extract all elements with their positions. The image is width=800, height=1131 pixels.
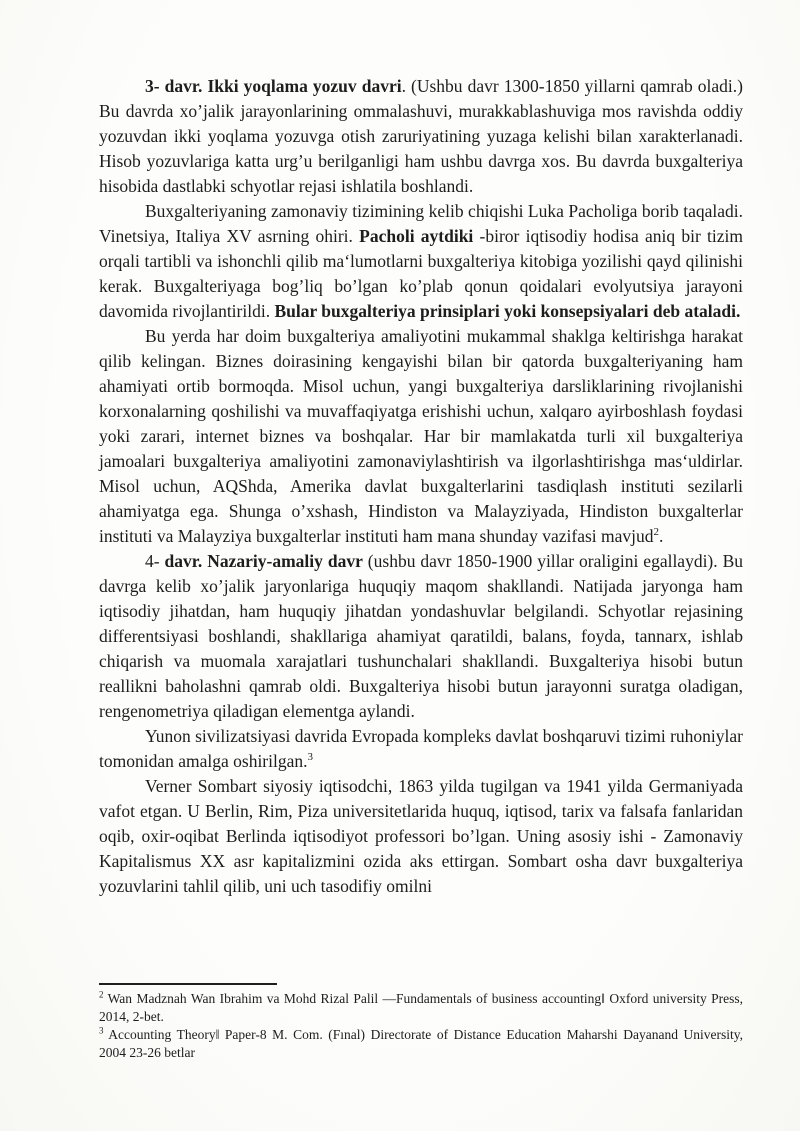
superscript-ref: 2 xyxy=(653,526,660,539)
text-run: Wan Madznah Wan Ibrahim va Mohd Rizal Palil —Fundamentals of business accounting‖ Oxford university Press, 2014, 2-bet. xyxy=(99,991,743,1024)
footnote-separator xyxy=(99,983,277,985)
text-run: Verner Sombart siyosiy iqtisodchi, 1863 yilda tugilgan va 1941 yilda Germaniyada vafot etgan. U Berlin, Rim, Piza universitetlarida huquq, iqtisod, tarix va falsafa fanlaridan oqib, oxir-oqibat Berlinda iqtisodiyot professori bo’lgan. Uning asosiy ishi - Zamonaviy Kapitalismus XX asr kapitalizmini ozida aks ettirgan. Sombart osha davr buxgalteriya yozuvlarini tahlil qilib, uni uch tasodifiy omilni xyxy=(99,776,743,896)
footnotes-section xyxy=(99,983,743,1062)
footnote-3 xyxy=(99,1026,743,1062)
text-run: Yunon sivilizatsiyasi davrida Evropada kompleks davlat boshqaruvi tizimi ruhoniylar tomonidan amalga oshirilgan. xyxy=(99,726,743,771)
text-run: Buxgalteriyaning zamonaviy tizimining kelib chiqishi Luka Pacholiga borib taqaladi. Vinetsiya, Italiya XV asrning ohiri. xyxy=(99,201,743,246)
text-run: Accounting Theory‖ Paper-8 M. Com. (Fınal) Directorate of Distance Education Maharshi Dayanand University, 2004 23-26 betlar xyxy=(99,1027,743,1060)
superscript-ref: 3 xyxy=(99,1025,104,1036)
text-run: (ushbu davr 1850-1900 yillar oraligini egallaydi). Bu davrga kelib xo’jalik jaryonlariga huquqiy maqom shakllandi. Natijada jaryonga ham iqtisodiy jihatdan, ham huquqiy jihatdan yondashuvlar belgilandi. Schyotlar rejasining differentsiyasi boshlandi, shakllariga ahamiyat qaratildi, balans, foyda, tannarx, ishlab chiqarish va muomala xarajatlari tushunchalari shakllandi. Buxgalteriya hisobi butun reallikni baholashni qamrab oldi. Buxgalteriya hisobi butun jarayonni suratga oladigan, rengenometriya qiladigan elementga aylandi. xyxy=(99,551,744,721)
text-run: . (Ushbu davr 1300-1850 yillarni qamrab oladi.) Bu davrda xo’jalik jarayonlarining ommalashuvi, murakkablashuviga mos ravishda oddiy yozuvdan ikki yoqlama yozuvga otish zaruriyatining yuzaga kelishi bilan xarakterlanadi. Hisob yozuvlariga katta urg’u berilganligi ham ushbu davrga xos. Bu davrda buxgalteriya hisobida dastlabki schyotlar rejasi ishlatila boshlandi. xyxy=(99,76,743,196)
paragraph-3-davr xyxy=(99,74,743,199)
text-run: Bu yerda har doim buxgalteriya amaliyotini mukammal shaklga keltirishga harakat qilib kelingan. Biznes doirasining kengayishi bilan bir qatorda buxgalteriyaning ham ahamiyati ortib bormoqda. Misol uchun, yangi buxgalteriya darsliklarining rivojlanishi korxonalarning qoshilishi va muvaffaqiyatga erishishi uchun, xalqaro ayirboshlash foydasi yoki zarari, internet biznes va boshqalar. Har bir mamlakatda turli xil buxgalteriya jamoalari buxgalteriya amaliyotini zamonaviylashtirish va ilgorlashtirishga mas‘uldirlar. Misol uchun, AQShda, Amerika davlat buxgalterlarini tasdiqlash instituti sezilarli ahamiyatga ega. Shunga o’xshash, Hindiston va Malayziyada, Hindiston buxgalterlar instituti va Malayziya buxgalterlar instituti ham mana shunday vazifasi mavjud xyxy=(99,326,743,546)
text-run: Pacholi aytdiki xyxy=(359,226,474,246)
superscript-ref: 3 xyxy=(307,751,313,764)
footnote-2 xyxy=(99,990,743,1026)
paragraph-business-growth xyxy=(99,324,743,549)
text-run: 4- xyxy=(145,551,165,571)
text-run: Bular buxgalteriya prinsiplari yoki konsepsiyalari deb ataladi. xyxy=(274,301,741,321)
text-run: davr. Nazariy-amaliy davr xyxy=(164,551,363,571)
text-run: -biror iqtisodiy hodisa aniq bir tizim orqali tartibli va ishonchli qilib ma‘lumotlarni buxgalteriya kitobiga yozilishi qayd qilinishi kerak. Buxgalteriyaga bog’liq bo’lgan ko’plab qonun qoidalari evolyutsiya jarayoni davomida rivojlantirildi. xyxy=(99,226,744,321)
body-text xyxy=(99,74,743,899)
paragraph-sombart xyxy=(99,774,743,899)
paragraph-yunon xyxy=(99,724,743,774)
superscript-ref: 2 xyxy=(99,989,104,1000)
text-run: . xyxy=(659,526,664,546)
text-run: 3- davr. Ikki yoqlama yozuv davri xyxy=(145,76,402,96)
paragraph-4-davr xyxy=(99,549,743,724)
paragraph-pacholi xyxy=(99,199,743,324)
